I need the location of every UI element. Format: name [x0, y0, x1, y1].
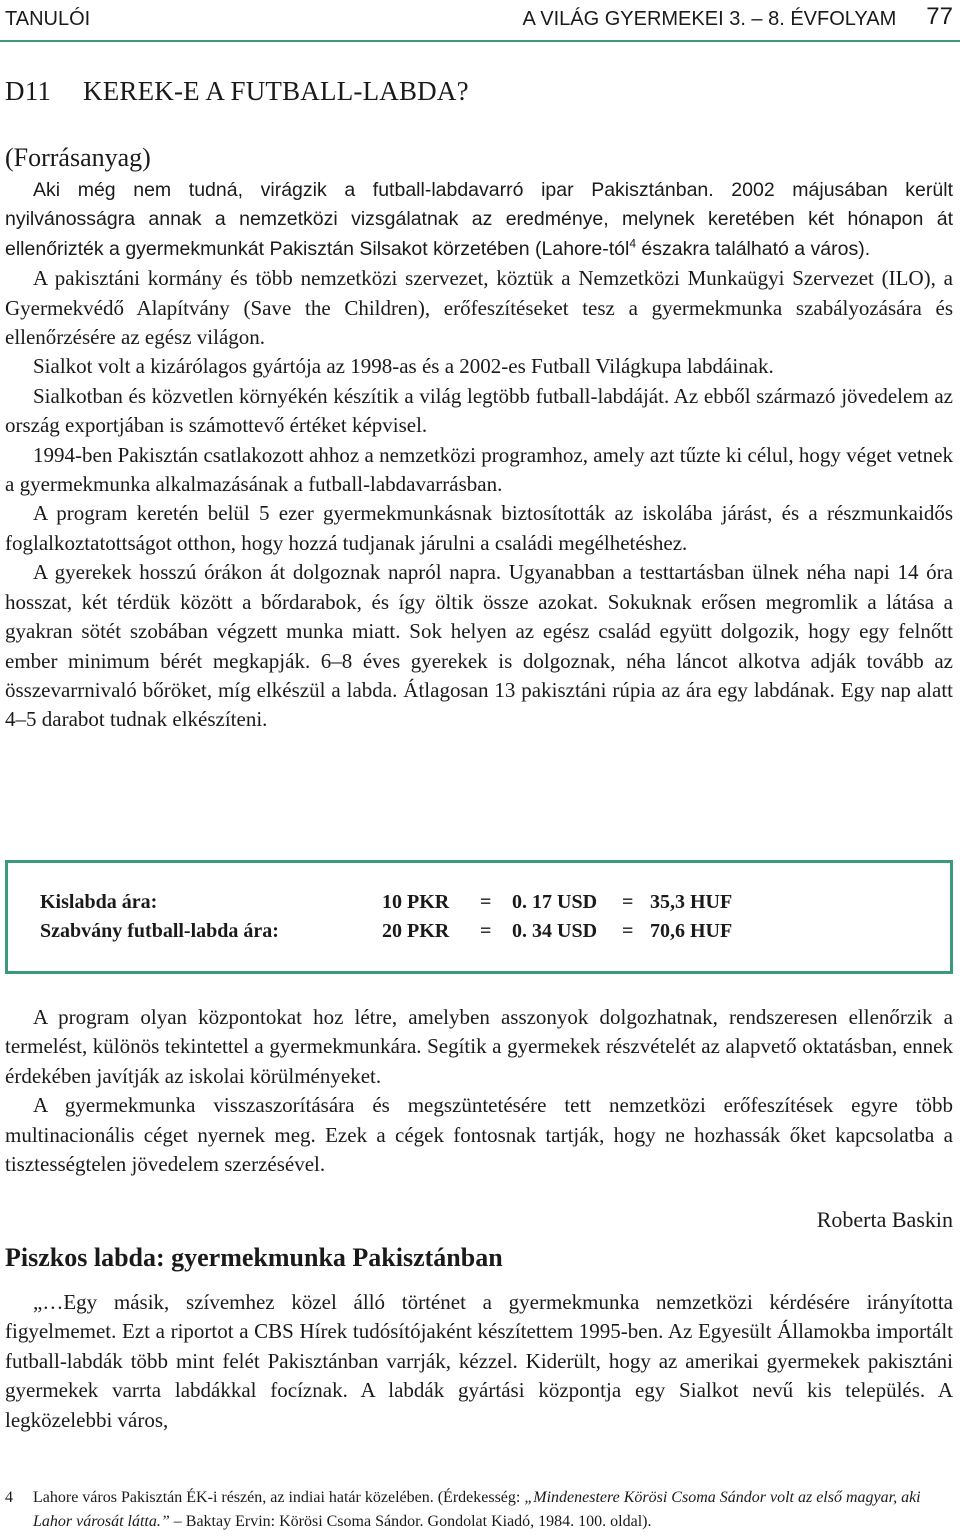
price-usd: 0. 17 USD	[512, 891, 598, 913]
price-huf: 35,3 HUF	[650, 891, 733, 913]
footnote-marker: 4	[629, 236, 636, 251]
paragraph: Aki még nem tudná, virágzik a futball-labdavarró ipar Pakisztánban. 2002 májusában került nyilvánosságra annak a nemzetközi vizsgálatnak az eredménye, melynek keretében két hónapon át ellenőrizték a gyermekmunkát Pakisztán Silsakot körzetében (Lahore-tól$^4$ északra található a város).	[5, 179, 953, 260]
price-row-standard-ball	[40, 920, 732, 943]
footnote-number: 4	[5, 1489, 13, 1506]
price-box	[5, 860, 953, 974]
price-label: Szabvány futball-labda ára:	[40, 920, 279, 942]
title-text: KEREK-E A FUTBALL-LABDA?	[83, 76, 469, 106]
page-title	[5, 76, 469, 107]
paragraph: A gyermekmunka visszaszorítására és megszüntetésére tett nemzetközi erőfeszítések egyre több multinacionális céget nyernek meg. Ezek a cégek fontosnak tartják, hogy ne hozhassák őket kapcsolatba a tisztességtelen jövedelem szerzésével.	[5, 1093, 953, 1177]
paragraph: Sialkot volt a kizárólagos gyártója az 1998-as és a 2002-es Futball Világkupa labdáinak.	[33, 354, 774, 379]
paragraph: „…Egy másik, szívemhez közel álló történet a gyermekmunka nemzetközi kérdésére irányította figyelmemet. Ezt a riportot a CBS Hírek tudósítójaként készítettem 1995-ben. Az Egyesült Államokba importált futball-labdák több mint felét Pakisztánban varrják, kézzel. Kiderült, hogy az amerikai gyermekek pakisztáni gyermekek varrta labdákkal focíznak. A labdák gyártási központja egy Sialkot nevű kis település. A legközelebbi város,	[5, 1290, 953, 1432]
subheading: Piszkos labda: gyermekmunka Pakisztánban	[5, 1243, 503, 1272]
page-header	[5, 3, 953, 31]
footnote	[5, 1486, 953, 1534]
author-name: Roberta Baskin	[816, 1207, 953, 1232]
price-usd: 0. 34 USD	[512, 920, 598, 942]
price-equals: =	[622, 891, 634, 913]
header-right-group	[522, 3, 953, 31]
source-label: (Forrásanyag)	[5, 143, 151, 172]
paragraph: A program olyan központokat hoz létre, amelyben asszonyok dolgozhatnak, rendszeresen ellenőrzik a termelést, különös tekintettel a gyermekmunkára. Segítik a gyermekek részvételét az alapvető oktatásban, ennek érdekében javítják az iskolai körülményeket.	[5, 1005, 953, 1088]
price-equals: =	[622, 920, 634, 942]
header-left: TANULÓI	[5, 8, 91, 30]
header-rule	[0, 40, 960, 42]
price-label: Kislabda ára:	[40, 891, 158, 913]
page-number: 77	[926, 3, 953, 30]
title-code: D11	[5, 76, 52, 106]
body-block-3	[5, 1288, 953, 1435]
price-equals: =	[480, 891, 492, 913]
price-pkr: 20 PKR	[382, 920, 450, 942]
body-block-1	[5, 176, 953, 735]
footnote-text: Lahore város Pakisztán ÉK-i részén, az indiai határ közelében. (Érdekesség: „Mindenestere Körösi Csoma Sándor volt az első magyar, aki Lahor városát látta.” – Baktay Ervin: Körösi Csoma Sándor. Gondolat Kiadó, 1984. 100. oldal).	[33, 1489, 921, 1530]
paragraph: A pakisztáni kormány és több nemzetközi szervezet, köztük a Nemzetközi Munkaügyi Szervezet (ILO), a Gyermekvédő Alapítvány (Save the Children), erőfeszítéseket tesz a gyermekmunka szabályozására és ellenőrzésére az egész világon.	[5, 266, 953, 350]
price-equals: =	[480, 920, 492, 942]
price-row-small-ball	[40, 891, 732, 914]
price-pkr: 10 PKR	[382, 891, 450, 913]
body-block-2	[5, 1003, 953, 1179]
paragraph: Sialkotban és közvetlen környékén készítik a világ legtöbb futball-labdáját. Az ebből származó jövedelem az ország exportjában is számottevő értéket képvisel.	[5, 383, 953, 438]
paragraph: 1994-ben Pakisztán csatlakozott ahhoz a nemzetközi programhoz, amely azt tűzte ki célul, hogy véget vetnek a gyermekmunka alkalmazásának a futball-labdavarrásban.	[5, 442, 953, 497]
price-huf: 70,6 HUF	[650, 920, 733, 942]
header-right: A VILÁG GYERMEKEI 3. – 8. ÉVFOLYAM	[522, 8, 897, 30]
paragraph: A program keretén belül 5 ezer gyermekmunkásnak biztosították az iskolába járást, és a részmunkaidős foglalkoztatottságot otthon, hogy hozzá tudjanak járulni a családi megélhetéshez.	[5, 501, 953, 555]
paragraph: A gyerekek hosszú órákon át dolgoznak napról napra. Ugyanabban a testtartásban ülnek néha napi 14 óra hosszat, két térdük között a bőrdarabok, és így öltik össze azokat. Sokuknak erősen megromlik a látása a gyakran sötét szobában végzett munka miatt. Sok helyen az egész család együtt dolgozik, hogy egy felnőtt ember minimum bérét megkapják. 6–8 éves gyerekek is dolgoznak, néha láncot alkotva adják tovább az összevarrnivaló bőröket, míg elkészül a labda. Átlagosan 13 pakisztáni rúpia az ára egy labdának. Egy nap alatt 4–5 darabot tudnak elkészíteni.	[5, 560, 953, 732]
